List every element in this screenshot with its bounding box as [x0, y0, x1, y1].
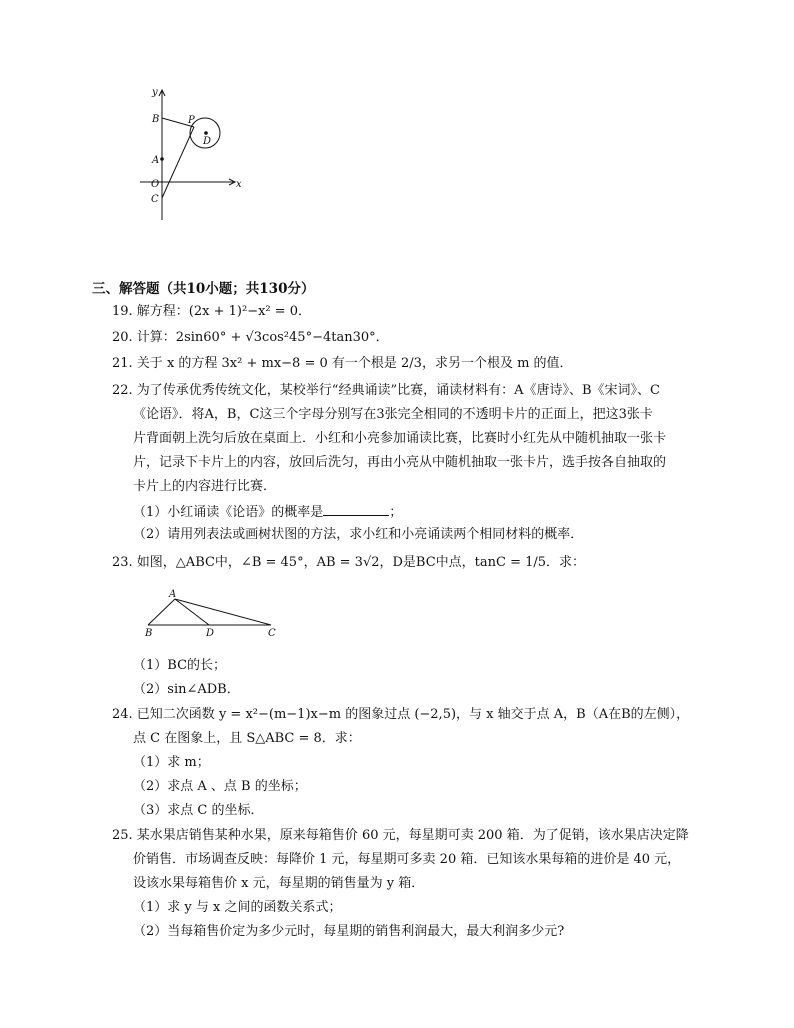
question-22-sub-1-text: （1）小红诵读《论语》的概率是	[133, 505, 324, 520]
question-23: 23. 如图，△ABC中，∠B = 45°，AB = 3√2，D是BC中点，tanC = 1/5．求：	[112, 555, 586, 570]
question-21: 21. 关于 x 的方程 3x² + mx−8 = 0 有一个根是 2/3，求另一个根及 m 的值．	[112, 356, 573, 371]
question-24-sub-2: （2）求点 A 、点 B 的坐标；	[133, 779, 307, 794]
question-25-line-1: 25. 某水果店销售某种水果，原来每箱售价 60 元，每星期可卖 200 箱．为了促销，该水果店决定降	[112, 828, 689, 843]
question-22-sub-1-end: ；	[389, 505, 403, 520]
point-d	[204, 131, 208, 135]
question-22-line-1: 22. 为了传承优秀传统文化，某校举行“经典诵读”比赛，诵读材料有：A《唐诗》、B《宋词》、C	[112, 383, 660, 398]
answer-blank	[323, 503, 389, 516]
question-22-line-2: 《论语》．将A，B，C这三个字母分别写在3张完全相同的不透明卡片的正面上，把这3张卡	[133, 407, 653, 422]
question-25-sub-1: （1）求 y 与 x 之间的函数关系式；	[133, 900, 342, 915]
question-25-line-3: 设该水果每箱售价 x 元，每星期的销售量为 y 箱．	[133, 876, 425, 891]
label-a: A	[169, 589, 177, 600]
question-24-line-1: 24. 已知二次函数 y = x²−(m−1)x−m 的图象过点 (−2,5)，与 x 轴交于点 A，B（A在B的左侧），	[112, 707, 690, 722]
question-22-sub-2: （2）请用列表法或画树状图的方法，求小红和小亮诵读两个相同材料的概率．	[133, 527, 584, 542]
point-a	[160, 157, 164, 161]
segment-cp	[162, 127, 194, 198]
segment-ad	[175, 599, 209, 625]
question-19: 19. 解方程：(2x + 1)²−x² = 0．	[112, 304, 312, 319]
label-d: D	[206, 628, 215, 639]
side-ab	[148, 599, 175, 625]
label-x: x	[236, 179, 242, 190]
question-25-sub-2: （2）当每箱售价定为多少元时，每星期的销售利润最大，最大利润多少元?	[133, 924, 565, 939]
question-24-sub-3: （3）求点 C 的坐标．	[133, 803, 264, 818]
label-d: D	[203, 136, 212, 147]
question-23-sub-2: （2）sin∠ADB．	[133, 682, 240, 697]
label-c: C	[268, 628, 276, 639]
label-c: C	[151, 194, 159, 205]
question-22-line-4: 片，记录下卡片上的内容，放回后洗匀，再由小亮从中随机抽取一张卡片，选手按各自抽取的	[133, 455, 667, 470]
label-b: B	[152, 114, 160, 125]
question-24-line-2: 点 C 在图象上，且 S△ABC = 8．求：	[133, 731, 361, 746]
question-22-line-5: 卡片上的内容进行比赛．	[133, 479, 277, 494]
question-20: 20. 计算：2sin60° + √3cos²45°−4tan30°．	[112, 330, 389, 345]
question-23-sub-1: （1）BC的长；	[133, 658, 227, 673]
coordinate-figure	[130, 85, 260, 233]
label-b: B	[145, 628, 153, 639]
question-22-sub-1	[133, 503, 402, 521]
label-p: P	[188, 115, 195, 126]
section-heading: 三、解答题（共10小题；共130分）	[92, 281, 315, 297]
label-y: y	[152, 87, 158, 98]
label-o: O	[151, 179, 160, 190]
label-a: A	[152, 155, 160, 166]
side-ac	[175, 599, 271, 625]
question-25-line-2: 价销售．市场调查反映：每降价 1 元，每星期可多卖 20 箱．已知该水果每箱的进价是 40 元，	[133, 852, 681, 867]
question-22-line-3: 片背面朝上洗匀后放在桌面上．小红和小亮参加诵读比赛，比赛时小红先从中随机抽取一张卡	[133, 431, 667, 446]
question-24-sub-1: （1）求 m；	[133, 755, 210, 770]
triangle-figure	[138, 586, 288, 640]
